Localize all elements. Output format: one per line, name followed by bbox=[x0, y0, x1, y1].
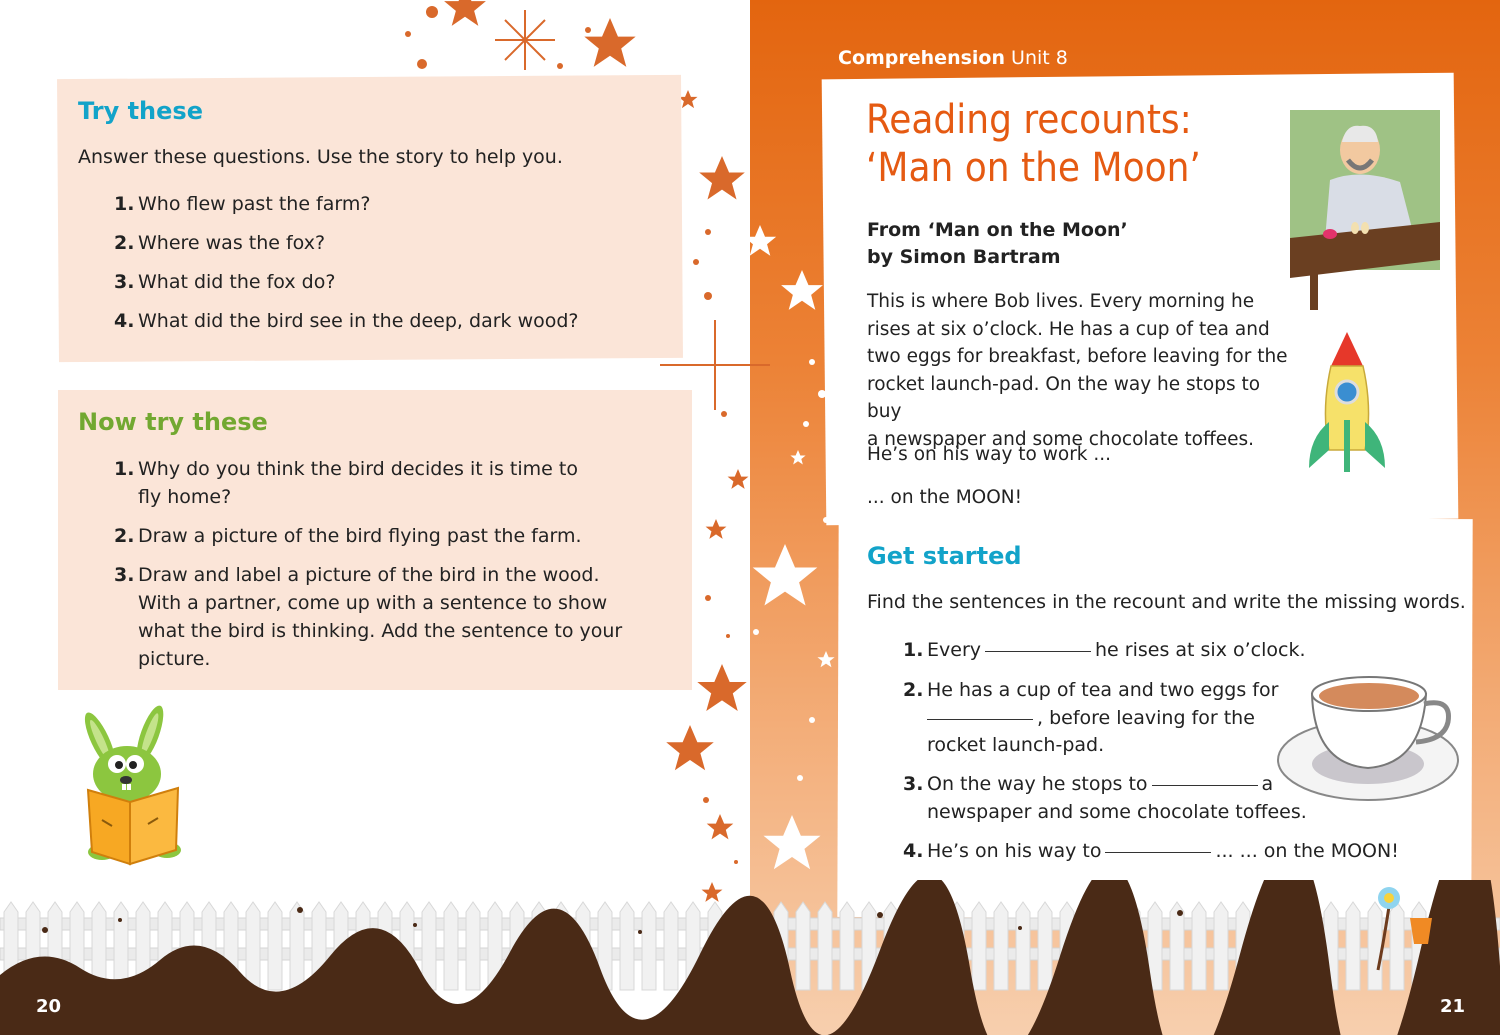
question-item: 4. What did the bird see in the deep, dark wood? bbox=[114, 310, 579, 332]
fence-picket bbox=[290, 902, 304, 990]
exercise-item-1: 1. Every he rises at six o’clock. bbox=[903, 639, 1306, 661]
story-passage-line: ... on the MOON! bbox=[867, 487, 1023, 508]
page-number-right: 21 bbox=[1440, 996, 1466, 1017]
fence-picket bbox=[444, 902, 458, 990]
question-item: 2. Where was the fox? bbox=[114, 232, 326, 254]
question-item: 1. Who flew past the farm? bbox=[114, 193, 371, 215]
page-title: Reading recounts: ‘Man on the Moon’ bbox=[866, 97, 1201, 191]
try-these-heading: Try these bbox=[78, 97, 203, 125]
answer-blank[interactable] bbox=[1152, 785, 1258, 786]
exercise-item-2: 2. He has a cup of tea and two eggs for , before leaving for the rocket launch-pad. bbox=[903, 679, 1279, 756]
answer-blank[interactable] bbox=[1105, 852, 1211, 853]
fence-picket bbox=[796, 902, 810, 990]
answer-blank[interactable] bbox=[985, 651, 1091, 652]
fence-picket bbox=[1038, 902, 1052, 990]
fence-picket bbox=[1192, 902, 1206, 990]
fence-picket bbox=[114, 902, 128, 990]
answer-blank[interactable] bbox=[927, 719, 1033, 720]
fence-picket bbox=[1390, 902, 1404, 990]
get-started-intro: Find the sentences in the recount and write the missing words. bbox=[867, 591, 1466, 613]
question-item: 3. Draw and label a picture of the bird in the wood. With a partner, come up with a sentence to show what the bird is thinking. Add the sentence to your picture. bbox=[114, 564, 623, 670]
question-item: 1. Why do you think the bird decides it is time to fly home? bbox=[114, 458, 578, 508]
now-try-these-questions bbox=[114, 455, 674, 684]
story-source: From ‘Man on the Moon’ by Simon Bartram bbox=[867, 219, 1128, 268]
fence-picket bbox=[1214, 902, 1228, 990]
unit-label: Comprehension Unit 8 bbox=[838, 47, 1068, 69]
fence-picket bbox=[246, 902, 260, 990]
now-try-these-heading: Now try these bbox=[78, 408, 268, 436]
try-these-questions bbox=[114, 190, 654, 346]
fence-picket bbox=[994, 902, 1008, 990]
fence-picket bbox=[466, 902, 480, 990]
fence-picket bbox=[642, 902, 656, 990]
rocket-illustration bbox=[1305, 330, 1390, 475]
rabbit-reading-illustration bbox=[72, 702, 192, 867]
fence-picket bbox=[268, 902, 282, 990]
fence-picket bbox=[840, 902, 854, 990]
fence-picket bbox=[422, 902, 436, 990]
exercise-item-4: 4. He’s on his way to ... ... on the MOON! bbox=[903, 840, 1399, 862]
fence-picket bbox=[1016, 902, 1030, 990]
question-item: 3. What did the fox do? bbox=[114, 271, 336, 293]
exercise-item-3: 3. On the way he stops to a newspaper and some chocolate toffees. bbox=[903, 773, 1307, 823]
fence-and-soil bbox=[0, 880, 1500, 1035]
fence-picket bbox=[1346, 902, 1360, 990]
fence-picket bbox=[1368, 902, 1382, 990]
teacup-illustration bbox=[1276, 668, 1466, 803]
page-number-left: 20 bbox=[36, 996, 62, 1017]
fence-picket bbox=[818, 902, 832, 990]
get-started-heading: Get started bbox=[867, 542, 1022, 570]
question-item: 2. Draw a picture of the bird flying past the farm. bbox=[114, 525, 582, 547]
white-stars bbox=[744, 225, 835, 869]
try-these-intro: Answer these questions. Use the story to help you. bbox=[78, 146, 563, 168]
fence-picket bbox=[620, 902, 634, 990]
fence-picket bbox=[972, 902, 986, 990]
fence-picket bbox=[664, 902, 678, 990]
story-passage-line: He’s on his way to work ... bbox=[867, 444, 1112, 465]
story-passage: This is where Bob lives. Every morning he rises at six o’clock. He has a cup of tea and two eggs for breakfast, before leaving for the rocket launch-pad. On the way he stops to buy a newspaper and some chocolate toffees. bbox=[867, 291, 1288, 450]
bob-astronaut-illustration bbox=[1290, 110, 1440, 320]
